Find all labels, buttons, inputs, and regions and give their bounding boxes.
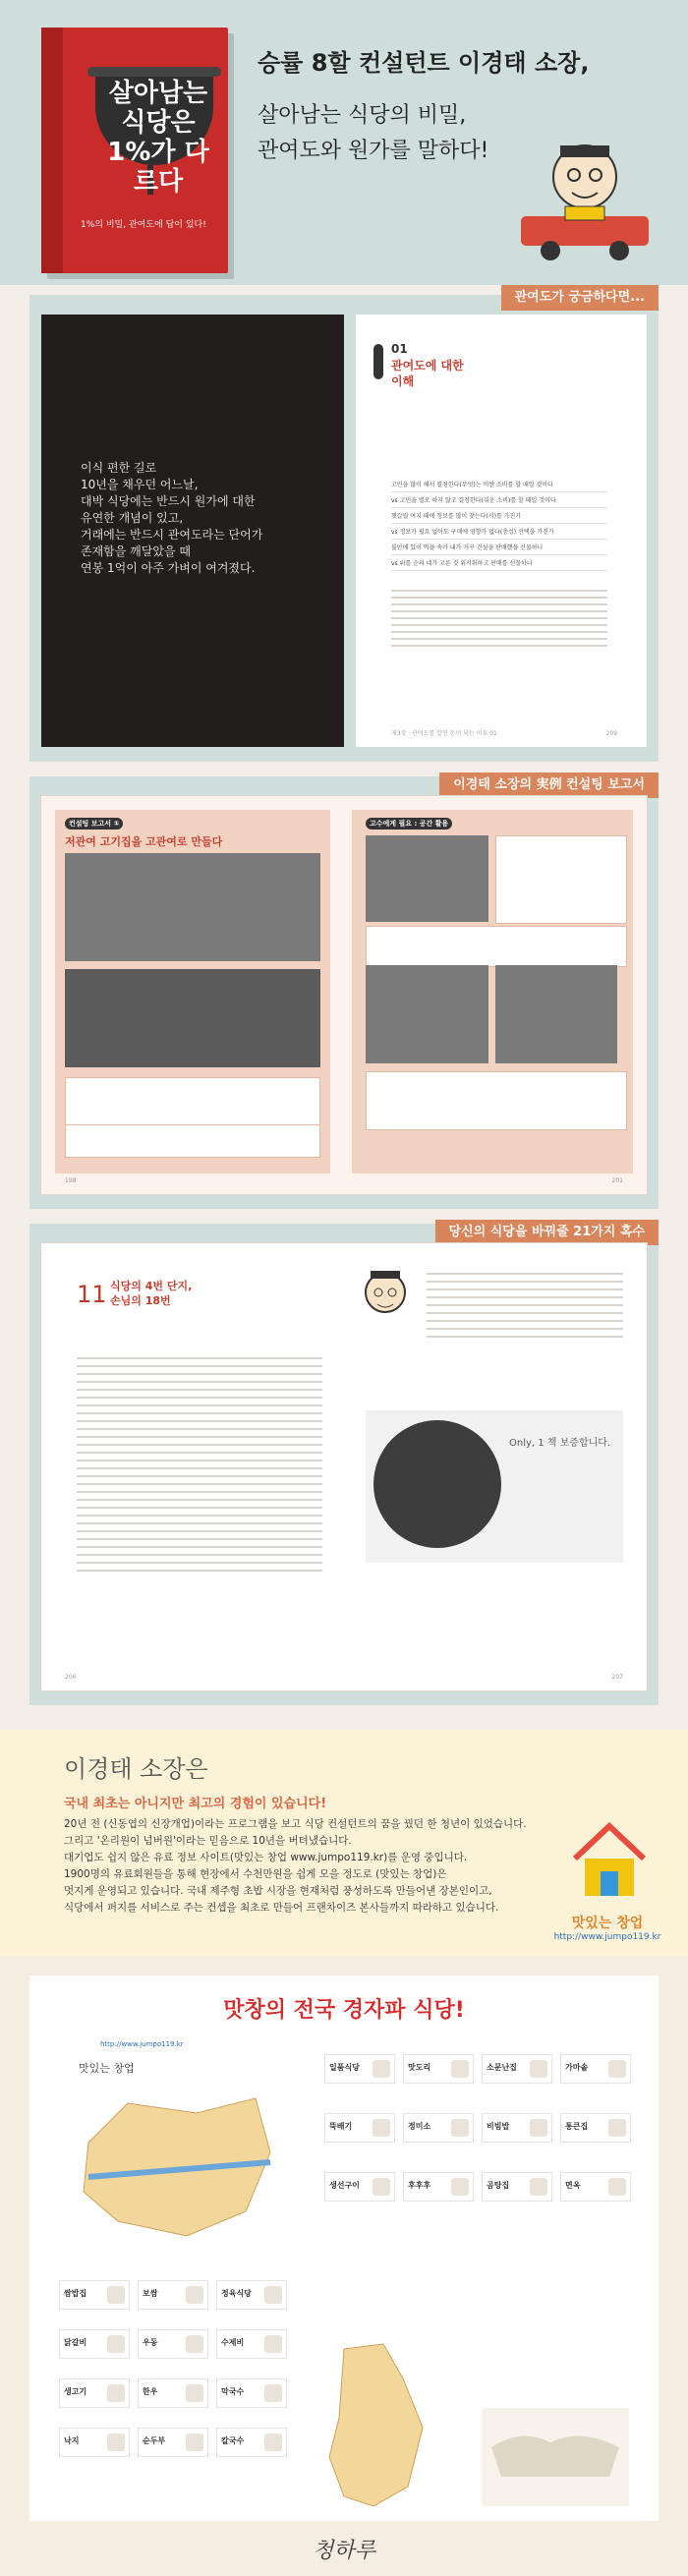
interior-photo	[366, 965, 488, 1063]
restaurant-photo	[65, 969, 320, 1067]
chapter-number: 01	[391, 342, 408, 356]
logo-caption	[539, 1913, 676, 1942]
about-line: 1900명의 유료회원들을 통해 현장에서 수천만원을 쉽게 모을 정도로 (맛있는 창업)은	[64, 1868, 447, 1880]
report-badge: 컨설팅 보고서 ①	[65, 818, 123, 830]
store-card: 닭갈비	[59, 2329, 130, 2359]
about-line: 그리고 '온리원이 넘버원'이라는 믿음으로 10년을 버텨냈습니다.	[64, 1835, 352, 1847]
store-card: 생선구이	[324, 2172, 395, 2202]
page-number-left: 206	[65, 1674, 77, 1681]
ad-box	[366, 1410, 623, 1563]
store-card: 비빔밥	[482, 2113, 552, 2143]
book-cover	[41, 28, 228, 273]
store-card: 맛도리	[403, 2054, 474, 2084]
store-card: 정미소	[403, 2113, 474, 2143]
jump-title: 맛있는 창업	[79, 2062, 135, 2075]
consultant-cartoon-icon	[356, 1263, 415, 1332]
hero-headline: 승률 8할 컨설턴트 이경태 소장,	[258, 49, 590, 77]
map-card	[29, 1975, 659, 2521]
report-heading: 저관여 고기집을 고관여로 만들다	[65, 835, 223, 848]
store-card: 가마솥	[560, 2054, 631, 2084]
page-number-right: 207	[611, 1674, 623, 1681]
about-section	[0, 1730, 688, 1956]
about-line: 20년 전 (신동엽의 신장개업)이라는 프로그램을 보고 식당 컨설턴트의 꿈을 꿨던 한 청년이 있었습니다.	[64, 1818, 527, 1830]
store-card: 뚝배기	[324, 2113, 395, 2143]
tips-spread	[41, 1243, 647, 1690]
book-subtitle: 1%의 비밀, 관여도에 답이 있다!	[81, 220, 206, 230]
store-card: 수제비	[216, 2329, 287, 2359]
store-card: 통큰집	[560, 2113, 631, 2143]
store-card: 후후후	[403, 2172, 474, 2202]
store-card: 쌈밥집	[59, 2280, 130, 2310]
store-card: 한우	[138, 2378, 208, 2408]
about-subtitle: 국내 최초는 아니지만 최고의 경험이 있습니다!	[64, 1797, 327, 1811]
note-box	[495, 835, 627, 924]
preview-panel-3	[29, 1224, 659, 1705]
sidebar-text-lines	[427, 1267, 623, 1344]
store-card: 우동	[138, 2329, 208, 2359]
book-spine	[41, 28, 63, 273]
store-card: 칼국수	[216, 2428, 287, 2457]
store-card: 막국수	[216, 2378, 287, 2408]
signature: 청하루	[313, 2539, 375, 2563]
map-section	[0, 1956, 688, 2576]
house-logo-icon	[565, 1814, 654, 1903]
ad-text: Only, 1 책 보증합니다.	[509, 1438, 611, 1449]
about-line: 식당에서 퍼지를 서비스로 주는 컨셉을 최초로 만들어 프랜차이즈 본사들까지 따라하고 있습니다.	[64, 1902, 499, 1914]
hero-line-2: 관여도와 원가를 말하다!	[258, 139, 489, 163]
report-spread	[41, 796, 647, 1194]
panel-1-tag: 관여도가 궁금하다면...	[501, 285, 659, 311]
jump-url: http://www.jumpo119.kr	[100, 2040, 184, 2048]
about-line: 대기업도 쉽지 않은 유료 정보 사이트(맛있는 창업 www.jumpo119.kr)를 운영 중입니다.	[64, 1852, 468, 1863]
black-page-text: 이식 편한 길로 10년을 채우던 어느날, 대박 식당에는 반드시 원가에 대한 유연한 개념이 있고, 거래에는 반드시 관여도라는 단어가 존재함을 깨달았을 때 연봉 1억이 아주 가벼이 여겨졌다.	[81, 461, 263, 575]
note-box	[65, 1124, 320, 1158]
store-card: 소문난집	[482, 2054, 552, 2084]
store-card: 보쌈	[138, 2280, 208, 2310]
about-title: 이경태 소장은	[64, 1755, 208, 1783]
seoul-map-icon	[69, 2084, 285, 2251]
korea-map-icon	[305, 2339, 442, 2516]
chapter-marker-icon	[373, 344, 383, 379]
interior-photo	[495, 965, 617, 1063]
page-number: 209	[605, 730, 617, 737]
note-box	[65, 1077, 320, 1126]
page-caption: 제3장 · 관여도를 알면 돈이 되는 이유 01	[391, 730, 497, 737]
map-heading: 맛창의 전국 경자파 식당!	[223, 1998, 465, 2023]
preview-panel-2	[29, 776, 659, 1209]
about-line: 멋지게 운영되고 있습니다. 국내 제주형 초밥 시장을 현재처럼 풍성하도록 만들어낸 장본인이고,	[64, 1885, 492, 1897]
world-map-icon	[482, 2408, 629, 2506]
about-body	[64, 1816, 526, 1917]
tip-number: 11	[77, 1281, 107, 1308]
logo-url: http://www.jumpo119.kr	[553, 1932, 661, 1942]
store-card: 일품식당	[324, 2054, 395, 2084]
logo-text: 맛있는 창업	[571, 1916, 644, 1931]
hero-line-1: 살아남는 식당의 비밀,	[258, 103, 467, 128]
page-number-right: 201	[611, 1177, 623, 1184]
report-badge: 고수에게 필요 : 공간 활용	[366, 818, 452, 830]
bullet-item: 헷갈릴 여지 때에 정보를 많이 찾는다(서)를 가진가	[391, 508, 607, 524]
bullet-list	[391, 477, 607, 571]
bullet-item: vs 정보가 필요 없어도 구매에 영향가 없다(충성) 선택을 가진가	[391, 524, 607, 540]
bullet-item: vs 고민을 별로 하지 않고 결정한다(쉬운 소비)를 할 때일 것이다	[391, 492, 607, 508]
chapter-title: 관여도에 대한 이해	[391, 359, 464, 388]
preview-panel-1	[29, 290, 659, 762]
panel-3-tag: 당신의 식당을 바꿔줄 21가지 혹수	[435, 1220, 659, 1245]
note-box	[366, 926, 627, 967]
bullet-item: 불안에 있어 먹을 속마 내가 거구 건설을 판매했을 선물하나	[391, 540, 607, 555]
hero-section	[0, 0, 688, 285]
black-page	[41, 315, 344, 747]
bullet-item: vs 위를 순의 네가 고른 것 위서워하고 판매를 선물하나	[391, 555, 607, 571]
store-card: 면옥	[560, 2172, 631, 2202]
store-card: 곰탕집	[482, 2172, 552, 2202]
body-text-lines	[77, 1351, 322, 1577]
store-card: 낙지	[59, 2428, 130, 2457]
interior-photo	[366, 835, 488, 922]
page-number-left: 198	[65, 1177, 77, 1184]
paragraph-lines	[391, 585, 607, 652]
bullet-item: 고민을 많이 해서 결정한다(무엇)는 비싼 소비를 할 때일 것이다	[391, 477, 607, 492]
store-card: 정육식당	[216, 2280, 287, 2310]
note-box	[366, 1071, 627, 1130]
book-title: 살아남는 식당은 1%가 다르다	[107, 79, 209, 197]
author-cartoon-icon	[511, 118, 659, 265]
restaurant-photo	[65, 853, 320, 961]
store-card: 순두부	[138, 2428, 208, 2457]
dish-photo	[373, 1420, 501, 1548]
tip-title: 식당의 4번 단지, 손님의 18번	[110, 1280, 193, 1307]
panel-2-tag: 이경태 소장의 実例 컨설팅 보고서	[439, 773, 659, 798]
chapter-page	[356, 315, 647, 747]
store-card: 생고기	[59, 2378, 130, 2408]
